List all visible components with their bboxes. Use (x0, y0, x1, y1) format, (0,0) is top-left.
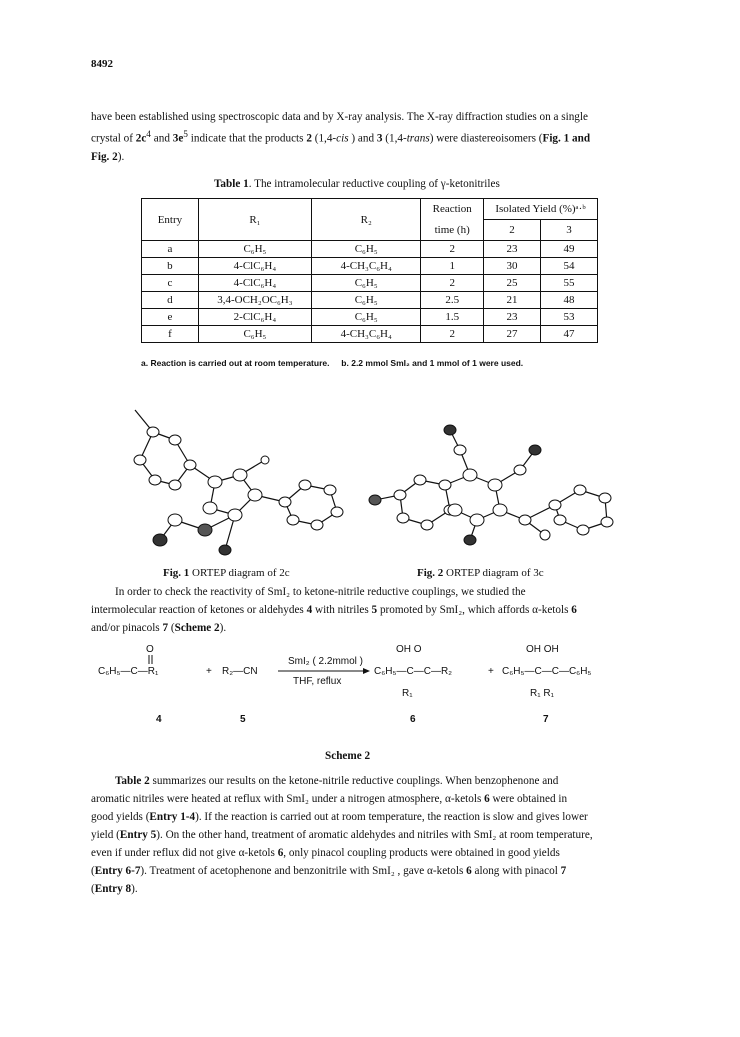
cell-time: 2.5 (421, 292, 484, 309)
cell-r1: C₆H₅ (198, 241, 311, 258)
header-yield: Isolated Yield (%)ᵃ·ᵇ (483, 199, 597, 220)
compound-ref: 7 (162, 622, 169, 634)
fig1-label: Fig. 1 (163, 567, 190, 579)
figure-ref: Fig. 1 (542, 132, 570, 145)
table-row (142, 241, 598, 258)
intro-text: ) were diastereoisomers ( (429, 132, 543, 145)
cell-time: 1 (421, 258, 484, 275)
para2-text: ( (168, 622, 175, 634)
pinacol-oh-oh: OH OH (526, 644, 559, 655)
scheme-ref: Scheme 2 (174, 622, 220, 634)
compound-ref: 3 (376, 132, 383, 145)
table1-label: Table 1 (214, 178, 249, 190)
scheme-labels (156, 714, 549, 725)
cell-entry: e (142, 309, 199, 326)
table-ref: Table 2 (115, 775, 150, 787)
stereo-trans: trans (406, 132, 430, 145)
para2-line-1: In order to check the reactivity of SmI₂ to ketone-nitrile reductive couplings, we studied the (115, 586, 526, 598)
para3-text: ). On the other hand, treatment of aromatic aldehydes and nitriles with SmI₂ at room temperature, (156, 829, 593, 841)
para3-text: ). (131, 883, 138, 895)
intro-text: (1,4- (382, 132, 407, 145)
cell-entry: b (142, 258, 199, 275)
table1 (141, 198, 598, 343)
para2-text: and/or pinacols (91, 622, 163, 634)
compound-ref: 6 (277, 847, 284, 859)
plus-sign: + (206, 666, 212, 677)
figure-ref: and (569, 132, 591, 145)
table-row (142, 258, 598, 275)
nitrile-5: R₂—CN (222, 666, 258, 677)
ketol-6: C₆H₅—C—C—R₂ (374, 666, 453, 677)
entry-ref: Entry 1-4 (149, 811, 196, 823)
cell-r1: C₆H₅ (198, 326, 311, 343)
cell-yield-3: 54 (540, 258, 597, 275)
fig2-label: Fig. 2 (417, 567, 444, 579)
cell-entry: d (142, 292, 199, 309)
page-number: 8492 (91, 58, 113, 70)
para3-text: along with pinacol (471, 865, 561, 877)
fig1-text: ORTEP diagram of 2c (189, 567, 290, 579)
figure-ref: Fig. 2 (91, 150, 118, 163)
cell-entry: f (142, 326, 199, 343)
compound-ref: 5 (371, 604, 378, 616)
intro-text: ). (117, 150, 125, 163)
cell-time: 1.5 (421, 309, 484, 326)
table-row (142, 326, 598, 343)
header-r2: R₂ (311, 199, 420, 241)
para2-text: with nitriles (312, 604, 372, 616)
cell-yield-2: 23 (483, 309, 540, 326)
paragraph-2 (91, 583, 651, 637)
cell-yield-2: 25 (483, 275, 540, 292)
compound-ref: 4 (306, 604, 313, 616)
ketol-r1: R₁ (402, 688, 413, 699)
cell-yield-3: 55 (540, 275, 597, 292)
cell-yield-3: 53 (540, 309, 597, 326)
intro-text: indicate that the products (187, 132, 307, 145)
scheme-title: Scheme 2 (325, 750, 371, 762)
pinacol-r1: R₁ R₁ (530, 688, 554, 699)
label-4: 4 (156, 714, 162, 725)
cell-time: 2 (421, 326, 484, 343)
footnote-a: a. Reaction is carried out at room temperature. (141, 358, 330, 368)
scheme-2-reaction (98, 640, 643, 740)
cell-r2: 4-CH₃C₆H₄ (311, 326, 420, 343)
compound-ref: 3e (172, 132, 184, 145)
table-row (142, 275, 598, 292)
cell-entry: c (142, 275, 199, 292)
cell-r2: C₆H₅ (311, 292, 420, 309)
table1-caption (214, 178, 500, 190)
para3-text: ( (91, 865, 95, 877)
cell-entry: a (142, 241, 199, 258)
ketone-4: C₆H₅—C—R₁ (98, 666, 159, 677)
footnote-b: b. 2.2 mmol SmI₂ and 1 mmol of 1 were used. (341, 358, 524, 368)
para2-text: ). (219, 622, 227, 634)
scheme-structures (98, 644, 591, 699)
cell-yield-2: 21 (483, 292, 540, 309)
compound-ref: 2 (306, 132, 312, 145)
cell-r1: 4-ClC₆H₄ (198, 258, 311, 275)
intro-paragraph (91, 108, 651, 166)
label-6: 6 (410, 714, 416, 725)
ortep-2c-atoms (134, 427, 343, 555)
pinacol-7: C₆H₅—C—C—C₆H₅ (502, 666, 592, 677)
intro-text: crystal of (91, 132, 136, 145)
cell-yield-3: 49 (540, 241, 597, 258)
ketone-oxygen: O (146, 644, 154, 655)
paragraph-3 (91, 772, 651, 898)
ketol-oh-o: OH O (396, 644, 422, 655)
para3-text: ). Treatment of acetophenone and benzonitrile with SmI₂ , gave α-ketols (140, 865, 467, 877)
table1-title: . The intramolecular reductive coupling of γ-ketonitriles (248, 178, 500, 190)
cell-yield-2: 23 (483, 241, 540, 258)
cell-r2: C₆H₅ (311, 241, 420, 258)
cell-r2: C₆H₅ (311, 275, 420, 292)
cell-r1: 2-ClC₆H₄ (198, 309, 311, 326)
ref-sup: 5 (183, 130, 188, 140)
para3-text: summarizes our results on the ketone-nitrile reductive couplings. When benzophenone and (149, 775, 559, 787)
header-time: Reaction (421, 199, 484, 220)
cell-r2: 4-CH₃C₆H₄ (311, 258, 420, 275)
para3-text: ( (91, 883, 95, 895)
intro-line-1: have been established using spectroscopic data and by X-ray analysis. The X-ray diffraction studies on a single (91, 111, 588, 123)
header-yield-3: 3 (540, 220, 597, 241)
table1-footnotes (141, 358, 523, 368)
compound-ref: 6 (484, 793, 490, 805)
label-7: 7 (543, 714, 549, 725)
ref-sup: 4 (146, 130, 151, 140)
table-row (142, 309, 598, 326)
ortep-figures (95, 390, 655, 560)
para3-text: yield ( (91, 829, 120, 841)
entry-ref: Entry 8 (94, 883, 132, 895)
entry-ref: Entry 6-7 (94, 865, 141, 877)
header-r1: R₁ (198, 199, 311, 241)
plus-sign-2: + (488, 666, 494, 677)
header-time-unit: time (h) (421, 220, 484, 241)
stereo-cis: cis (336, 132, 349, 145)
conditions: THF, reflux (293, 676, 342, 687)
para2-text: intermolecular reaction of ketones or aldehydes (91, 604, 307, 616)
cell-r1: 3,4-OCH₂OC₆H₃ (198, 292, 311, 309)
para3-text: good yields ( (91, 811, 150, 823)
cell-yield-3: 47 (540, 326, 597, 343)
para3-text: , only pinacol coupling products were obtained in good yields (283, 847, 560, 859)
fig2-caption (417, 567, 544, 579)
compound-ref: 2c (135, 132, 147, 145)
compound-ref: 6 (466, 865, 472, 877)
para3-text: aromatic nitriles were heated at reflux with SmI₂ under a nitrogen atmosphere, α-ketols (91, 793, 485, 805)
intro-text: (1,4- (311, 132, 337, 145)
intro-text: and (150, 132, 173, 145)
cell-time: 2 (421, 275, 484, 292)
para3-text: even if under reflux did not give α-ketols (91, 847, 278, 859)
entry-ref: Entry 5 (119, 829, 157, 841)
fig2-text: ORTEP diagram of 3c (443, 567, 544, 579)
fig1-caption (163, 567, 290, 579)
compound-ref: 7 (560, 865, 567, 877)
reagent: SmI₂ ( 2.2mmol ) (288, 656, 363, 667)
cell-yield-3: 48 (540, 292, 597, 309)
table-row (142, 292, 598, 309)
cell-r2: C₆H₅ (311, 309, 420, 326)
compound-ref: 6 (571, 604, 577, 616)
para2-text: promoted by SmI₂, which affords α-ketols (377, 604, 572, 616)
header-entry: Entry (142, 199, 199, 241)
label-5: 5 (240, 714, 246, 725)
intro-text: ) and (348, 132, 377, 145)
para3-text: ). If the reaction is carried out at room temperature, the reaction is slow and gives lower (195, 811, 588, 823)
cell-yield-2: 30 (483, 258, 540, 275)
cell-r1: 4-ClC₆H₄ (198, 275, 311, 292)
cell-yield-2: 27 (483, 326, 540, 343)
cell-time: 2 (421, 241, 484, 258)
header-yield-2: 2 (483, 220, 540, 241)
para3-text: were obtained in (489, 793, 568, 805)
